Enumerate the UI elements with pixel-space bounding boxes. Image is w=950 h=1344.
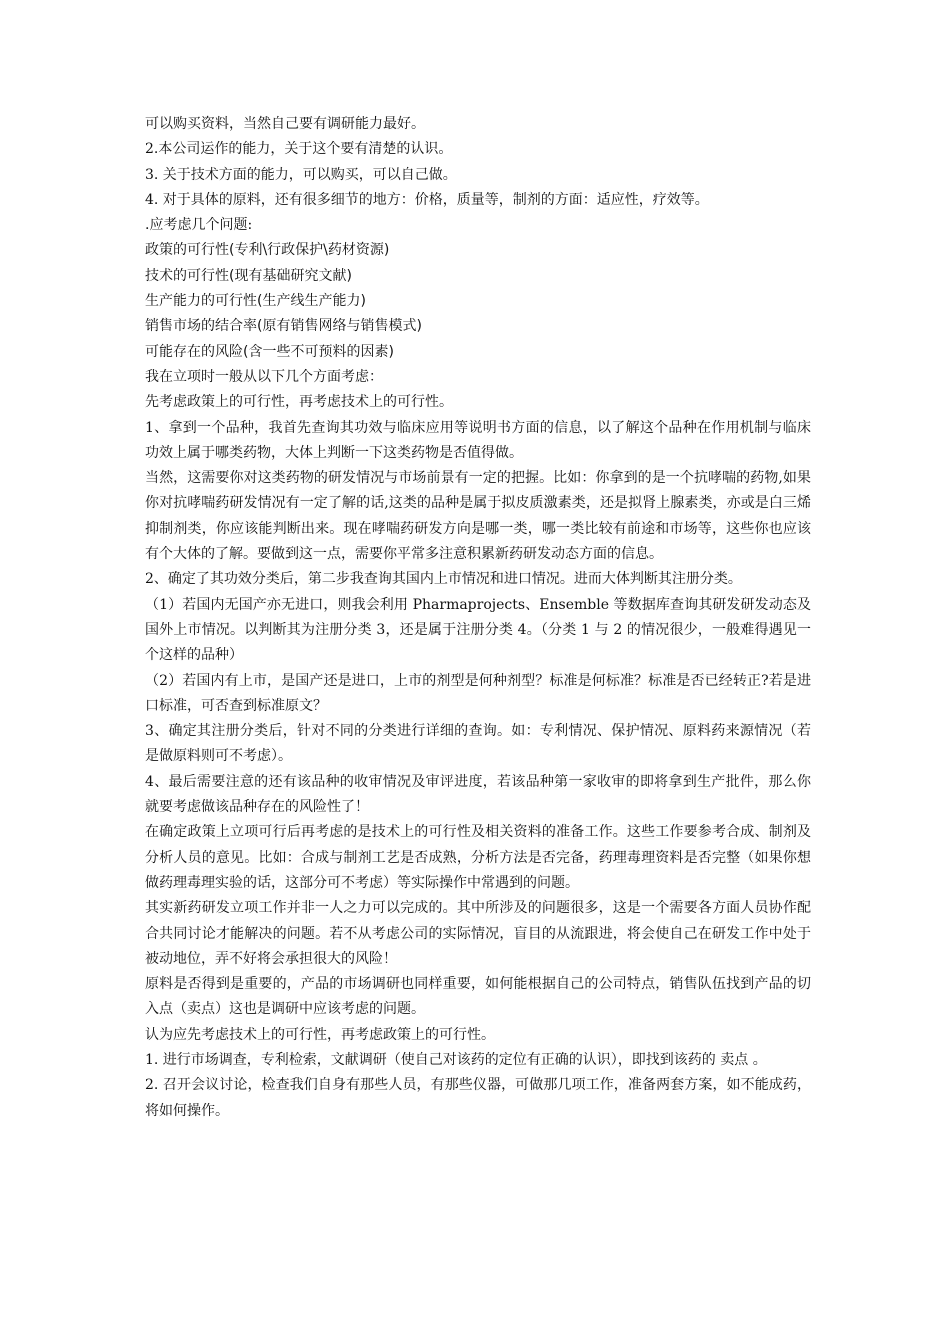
paragraph-2: 2.本公司运作的能力，关于这个要有清楚的认识。	[145, 141, 453, 158]
paragraph-1: 可以购买资料，当然自己要有调研能力最好。	[145, 116, 425, 132]
paragraph-22: 原料是否得到是重要的，产品的市场调研也同样重要，如何能根据自己的公司特点，销售队伍找到产品的切入点（卖点）这也是调研中应该考虑的问题。	[145, 976, 811, 1018]
paragraph-3: 3. 关于技术方面的能力，可以购买，可以自己做。	[145, 166, 457, 183]
paragraph-8: 生产能力的可行性(生产线生产能力)	[145, 293, 366, 310]
paragraph-20: 在确定政策上立项可行后再考虑的是技术上的可行性及相关资料的准备工作。这些工作要参考合成、制剂及分析人员的意见。比如：合成与制剂工艺是否成熟，分析方法是否完备，药理毒理资料是否完整（如果你想做药理毒理实验的话，这部分可不考虑）等实际操作中常遇到的问题。	[145, 824, 811, 891]
paragraph-7: 技术的可行性(现有基础研究文献)	[145, 267, 352, 284]
document-body	[145, 112, 811, 1124]
paragraph-9: 销售市场的结合率(原有销售网络与销售模式)	[145, 318, 422, 335]
paragraph-24: 1. 进行市场调查，专利检索，文献调研（使自己对该药的定位有正确的认识），即找到该药的 卖点 。	[145, 1051, 767, 1068]
paragraph-4: 4. 对于具体的原料，还有很多细节的地方：价格，质量等，制剂的方面：适应性，疗效等。	[145, 191, 709, 208]
paragraph-18: 3、确定其注册分类后，针对不同的分类进行详细的查询。如：专利情况、保护情况、原料药来源情况（若是做原料则可不考虑）。	[145, 723, 811, 765]
paragraph-13: 1、拿到一个品种，我首先查询其功效与临床应用等说明书方面的信息，以了解这个品种在作用机制与临床功效上属于哪类药物，大体上判断一下这类药物是否值得做。	[145, 419, 811, 461]
paragraph-19: 4、最后需要注意的还有该品种的收审情况及审评进度，若该品种第一家收审的即将拿到生产批件，那么你就要考虑做该品种存在的风险性了！	[145, 773, 811, 816]
paragraph-15: 2、确定了其功效分类后，第二步我查询其国内上市情况和进口情况。进而大体判断其注册分类。	[145, 571, 742, 588]
paragraph-12: 先考虑政策上的可行性，再考虑技术上的可行性。	[145, 394, 453, 411]
paragraph-14: 当然，这需要你对这类药物的研发情况与市场前景有一定的把握。比如：你拿到的是一个抗哮喘的药物,如果你对抗哮喘药研发情况有一定了解的话,这类的品种是属于拟皮质激素类，还是拟肾上腺素类，亦或是白三烯抑制剂类，你应该能判断出来。现在哮喘药研发方向是哪一类，哪一类比较有前途和市场等，这些你也应该有个大体的了解。要做到这一点，需要你平常多注意积累新药研发动态方面的信息。	[145, 470, 811, 563]
paragraph-25: 2. 召开会议讨论，检查我们自身有那些人员，有那些仪器，可做那几项工作，准备两套方案，如不能成药，将如何操作。	[145, 1077, 811, 1119]
paragraph-17: （2）若国内有上市，是国产还是进口，上市的剂型是何种剂型？标准是何标准？标准是否已经转正?若是进口标准，可否查到标准原文？	[145, 672, 811, 714]
paragraph-5: .应考虑几个问题:	[145, 217, 253, 234]
paragraph-16: （1）若国内无国产亦无进口，则我会利用 Pharmaprojects、Ensemble 等数据库查询其研发研发动态及国外上市情况。以判断其为注册分类 3，还是属于注册分类 4。（分类 1 与 2 的情况很少，一般难得遇见一个这样的品种）	[145, 596, 811, 664]
paragraph-11: 我在立项时一般从以下几个方面考虑：	[145, 368, 383, 385]
paragraph-10: 可能存在的风险(含一些不可预料的因素)	[145, 343, 394, 360]
paragraph-6: 政策的可行性(专利\行政保护\药材资源)	[145, 242, 390, 259]
paragraph-23: 认为应先考虑技术上的可行性，再考虑政策上的可行性。	[145, 1026, 495, 1043]
paragraph-21: 其实新药研发立项工作并非一人之力可以完成的。其中所涉及的问题很多，这是一个需要各方面人员协作配合共同讨论才能解决的问题。若不从考虑公司的实际情况，盲目的从流跟进，将会使自己在研发工作中处于被动地位，弄不好将会承担很大的风险！	[145, 900, 811, 967]
